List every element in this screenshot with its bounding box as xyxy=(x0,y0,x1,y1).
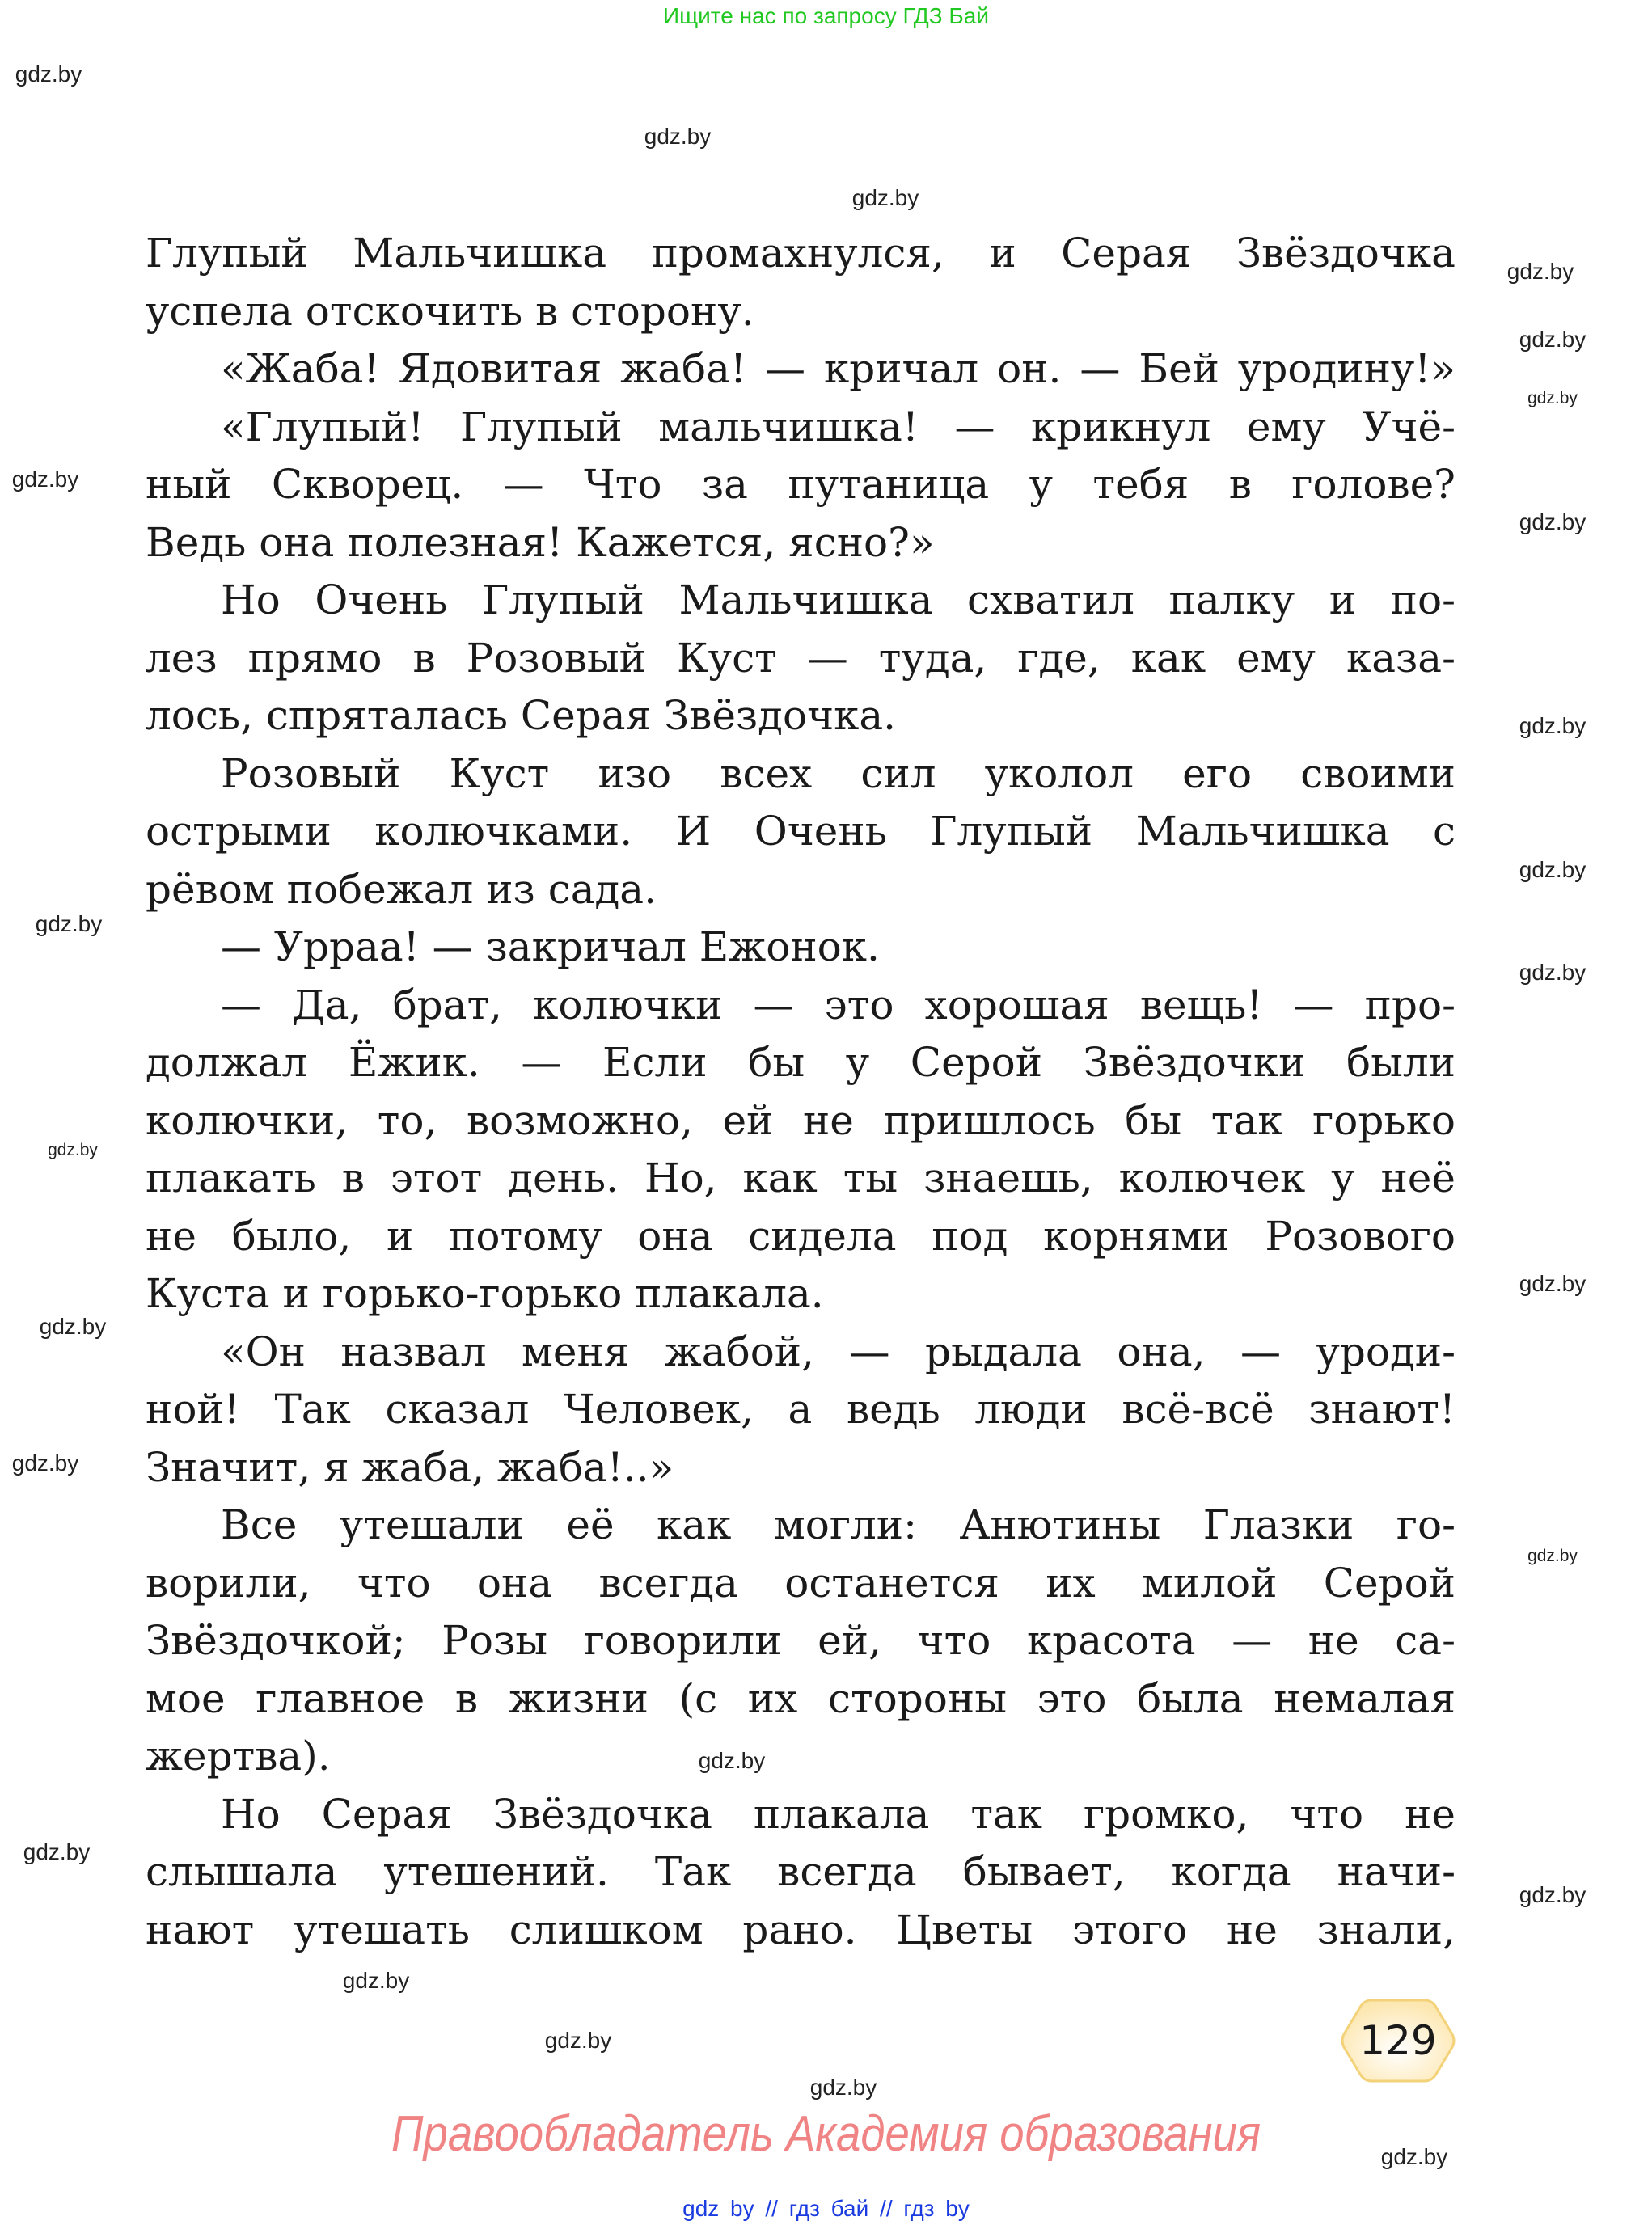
text-line-content: ворили, что она всегда останется их милой Серой xyxy=(146,1559,1456,1606)
watermark: gdz.by xyxy=(1527,1547,1578,1565)
watermark: gdz.by xyxy=(1519,713,1587,738)
search-hint-banner: Ищите нас по запросу ГДЗ Бай xyxy=(662,3,990,28)
text-line-content: нают утешать слишком рано. Цветы этого не знали, xyxy=(146,1906,1456,1953)
text-line-content: Глупый Мальчишка промахнулся, и Серая Звёздочка xyxy=(146,230,1456,277)
text-line xyxy=(221,748,1456,800)
text-line xyxy=(146,1557,1456,1609)
watermark: gdz.by xyxy=(15,61,82,87)
watermark: gdz.by xyxy=(1380,2144,1448,2169)
text-line-content: Значит, я жаба, жаба!..» xyxy=(146,1443,674,1491)
text-line xyxy=(146,1095,1456,1146)
text-line xyxy=(221,574,1456,626)
text-line-content: острыми колючками. И Очень Глупый Мальчишка с xyxy=(146,808,1456,855)
text-line-content: — Урраа! — закричал Ежонок. xyxy=(221,923,880,970)
text-line-content: мое главное в жизни (с их стороны это была немалая xyxy=(146,1674,1456,1722)
text-line-content: лез прямо в Розовый Куст — туда, где, как ему каза- xyxy=(146,634,1456,682)
text-line-content: — Да, брат, колючки — это хорошая вещь! — про- xyxy=(221,981,1456,1028)
text-line xyxy=(146,690,1456,741)
text-line-content: «Жаба! Ядовитая жаба! — кричал он. — Бей уродину!» xyxy=(221,345,1456,392)
text-line-content: слышала утешений. Так всегда бывает, когда начи- xyxy=(146,1848,1456,1895)
text-line-content: рёвом побежал из сада. xyxy=(146,865,657,913)
text-line-content: Звёздочкой; Розы говорили ей, что красота — не са- xyxy=(146,1617,1456,1664)
copyright-owner: Правообладатель Академия образования xyxy=(391,2106,1261,2162)
page-number-badge xyxy=(1339,1997,1457,2084)
text-line-content: лось, спряталась Серая Звёздочка. xyxy=(146,692,897,739)
text-line-content: ный Скворец. — Что за путаница у тебя в голове? xyxy=(146,461,1456,508)
watermark: gdz.by xyxy=(1519,1882,1587,1907)
text-line xyxy=(146,805,1456,857)
text-line xyxy=(221,921,1456,973)
text-line xyxy=(146,1904,1456,1956)
text-line xyxy=(146,285,1456,337)
watermark: gdz.by xyxy=(23,1839,91,1864)
text-line-content: должал Ёжик. — Если бы у Серой Звёздочки были xyxy=(146,1039,1456,1086)
text-line xyxy=(146,1730,1456,1782)
text-line xyxy=(221,979,1456,1031)
text-line xyxy=(221,1326,1456,1378)
text-line xyxy=(146,1152,1456,1204)
text-line xyxy=(146,863,1456,915)
text-line-content: Но Серая Звёздочка плакала так громко, что не xyxy=(221,1790,1456,1838)
watermark: gdz.by xyxy=(1519,1271,1587,1296)
watermark: gdz.by xyxy=(11,1450,79,1476)
text-line-content: не было, и потому она сидела под корнями Розового xyxy=(146,1212,1456,1260)
watermark: gdz.by xyxy=(851,185,919,210)
text-line xyxy=(146,458,1456,510)
watermark: gdz.by xyxy=(544,2028,612,2053)
watermark: gdz.by xyxy=(644,124,712,149)
text-line xyxy=(221,1788,1456,1840)
text-line-content: «Он назвал меня жабой, — рыдала она, — уроди- xyxy=(221,1328,1456,1375)
text-line xyxy=(146,632,1456,684)
watermark: gdz.by xyxy=(1519,327,1587,352)
text-line xyxy=(146,1673,1456,1725)
watermark: gdz.by xyxy=(1519,509,1587,534)
watermark: gdz.by xyxy=(11,467,79,492)
text-line-content: Куста и горько-горько плакала. xyxy=(146,1270,824,1317)
text-line-content: колючки, то, возможно, ей не пришлось бы так горько xyxy=(146,1096,1456,1144)
text-line xyxy=(146,1846,1456,1898)
watermark: gdz.by xyxy=(1527,389,1578,407)
watermark: gdz.by xyxy=(39,1314,107,1339)
watermark: gdz.by xyxy=(48,1141,98,1159)
text-line-content: «Глупый! Глупый мальчишка! — крикнул ему Учё- xyxy=(221,403,1456,450)
watermark: gdz.by xyxy=(1506,259,1574,284)
text-line-content: успела отскочить в сторону. xyxy=(146,287,754,335)
text-line-content: Но Очень Глупый Мальчишка схватил палку и по- xyxy=(221,576,1456,623)
text-line xyxy=(146,1268,1456,1319)
text-line-content: ной! Так сказал Человек, а ведь люди всё-всё знают! xyxy=(146,1386,1456,1433)
text-line-content: Все утешали её как могли: Анютины Глазки го- xyxy=(221,1501,1456,1548)
watermark: gdz.by xyxy=(1519,857,1587,882)
watermark: gdz.by xyxy=(809,2075,877,2100)
text-line xyxy=(146,227,1456,279)
text-line xyxy=(146,1442,1456,1493)
page-number: 129 xyxy=(1359,2017,1437,2064)
text-line xyxy=(221,1499,1456,1551)
text-line xyxy=(221,343,1456,395)
watermark: gdz.by xyxy=(35,911,103,936)
text-line-content: жертва). xyxy=(146,1733,331,1780)
watermark: gdz.by xyxy=(342,1968,410,1993)
text-line xyxy=(146,1615,1456,1666)
text-line-content: плакать в этот день. Но, как ты знаешь, колючек у неё xyxy=(146,1155,1456,1201)
text-line xyxy=(146,1210,1456,1262)
text-line xyxy=(146,1383,1456,1435)
text-line-content: Розовый Куст изо всех сил уколол его своими xyxy=(221,749,1456,797)
text-line xyxy=(146,517,1456,568)
text-line xyxy=(221,401,1456,453)
text-line xyxy=(146,1037,1456,1088)
watermark: gdz.by xyxy=(1519,960,1587,985)
footer-links[interactable]: gdz by // гдз бай // гдз by xyxy=(682,2196,970,2221)
text-line-content: Ведь она полезная! Кажется, ясно?» xyxy=(146,518,935,566)
watermark: gdz.by xyxy=(698,1748,766,1773)
